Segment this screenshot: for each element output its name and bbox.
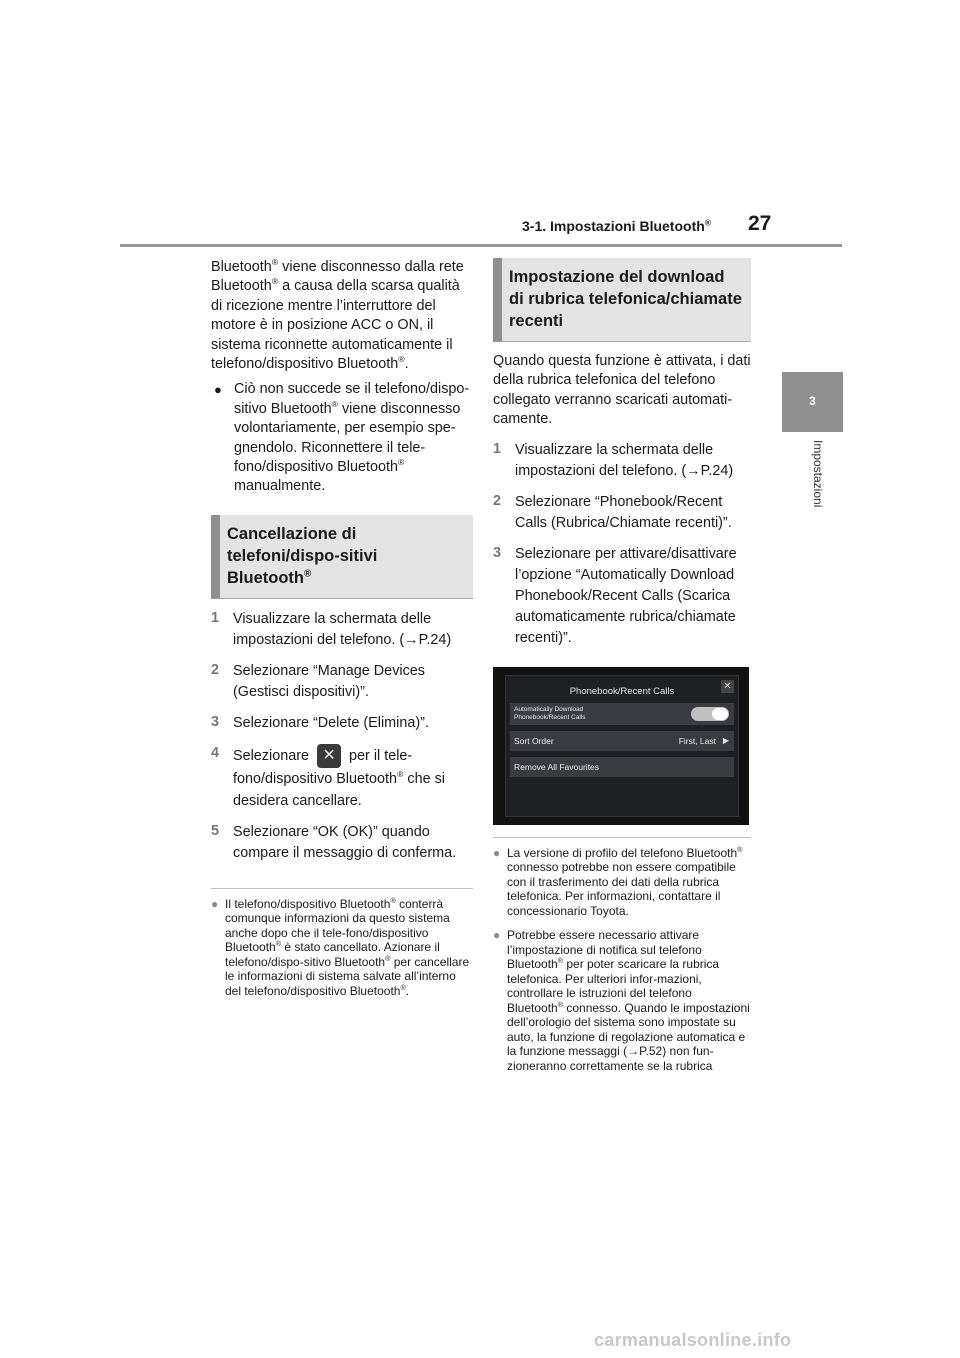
play-arrow-icon: ▶ xyxy=(722,735,729,745)
step-number: 1 xyxy=(211,609,220,626)
sort-order-row xyxy=(510,731,734,751)
step-number: 4 xyxy=(211,744,220,761)
step-text: Selezionare “Delete (Elimina)”. xyxy=(233,714,429,731)
note-text: La versione di profilo del telefono Bluetooth® connesso potrebbe non essere compatibile con il trasferimento dei dati della rubrica telefonica. Per informazioni, contattare il concessionario Toyota. xyxy=(507,844,743,918)
step-number: 3 xyxy=(493,544,502,561)
step-text: Visualizzare la schermata delle impostazioni del telefono. (→P.24) xyxy=(515,441,734,479)
note-text: Il telefono/dispositivo Bluetooth® conterrà comunque informazioni da questo sistema anche dopo che il tele-fono/dispositivo Bluetooth® è stato cancellato. Azionare il telefono/dispo-sitivo Bluetooth® per cancellare le informazioni di sistema salvate all’interno del telefono/dispositivo Bluetooth®. xyxy=(225,895,470,998)
note-divider xyxy=(493,837,751,838)
intro-paragraph: Bluetooth® viene disconnesso dalla rete Bluetooth® a causa della scarsa qualità di ricezione mentre l’interruttore del motore è in posizione ACC o ON, il sistema riconnette automaticamente il telefono/dispositivo Bluetooth®. xyxy=(211,257,464,373)
note-divider xyxy=(211,888,473,889)
bullet-item xyxy=(211,380,473,496)
note-dot-icon: ● xyxy=(493,845,501,860)
auto-download-toggle xyxy=(691,707,729,721)
header-divider xyxy=(120,244,842,247)
step-number: 2 xyxy=(211,661,220,678)
note-item xyxy=(211,897,473,999)
section-heading-download: Impostazione del download di rubrica telefonica/chiamate recenti xyxy=(493,258,751,342)
note-dot-icon: ● xyxy=(493,928,501,943)
phonebook-settings-screenshot xyxy=(493,667,749,825)
step-number: 1 xyxy=(493,440,502,457)
step-text: Visualizzare la schermata delle impostazioni del telefono. (→P.24) xyxy=(233,610,452,648)
settings-panel xyxy=(505,675,739,817)
remove-favourites-row xyxy=(510,757,734,777)
chapter-label: Impostazioni xyxy=(811,440,825,508)
chapter-tab: 3 xyxy=(782,372,843,432)
step-item xyxy=(211,822,473,864)
sort-order-value: First, Last xyxy=(678,735,716,746)
close-icon: ✕ xyxy=(721,680,734,693)
bullet-dot-icon: ● xyxy=(214,382,222,398)
delete-x-icon: ✕ xyxy=(317,744,341,768)
intro-paragraph: Quando questa funzione è attivata, i dati della rubrica telefonica del telefono collegato verranno scaricati automati-camente. xyxy=(493,353,751,428)
step-text: Selezionare “Manage Devices (Gestisci dispositivi)”. xyxy=(233,662,425,700)
right-column xyxy=(493,258,751,1083)
step-text: Selezionare “OK (OK)” quando compare il messaggio di conferma. xyxy=(233,823,457,861)
section-heading-delete: Cancellazione di telefoni/dispo-sitivi Bluetooth® xyxy=(211,515,473,599)
watermark-text: carmanualsonline.info xyxy=(594,1330,792,1350)
bullet-text: Ciò non succede se il telefono/dispo-sitivo Bluetooth® viene disconnesso volontariamente, per esempio spe-gnendolo. Riconnettere il tele-fono/dispositivo Bluetooth® manualmente. xyxy=(234,381,470,495)
panel-title: Phonebook/Recent Calls xyxy=(569,685,675,697)
left-column xyxy=(211,258,473,1008)
auto-download-row xyxy=(510,703,734,725)
step-text: Selezionare per attivare/disattivare l’opzione “Automatically Download Phonebook/Recent Calls (Scarica automaticamente rubrica/chiamate recenti)”. xyxy=(515,545,737,646)
remove-favourites-label: Remove All Favourites xyxy=(514,761,600,772)
step-item xyxy=(493,492,751,534)
step-item xyxy=(493,440,751,482)
toggle-knob xyxy=(712,708,728,720)
step-item xyxy=(211,744,473,812)
step-text: Selezionare ✕ per il tele-fono/dispositivo Bluetooth® che si desidera cancellare. xyxy=(233,744,473,812)
note-text: Potrebbe essere necessario attivare l’impostazione di notifica sul telefono Bluetooth® per poter scaricare la rubrica telefonica. Per ulteriori infor-mazioni, controllare le istruzioni del telefono Bluetooth® connesso. Quando le impostazioni dell’orologio del sistema sono impostate su auto, la funzione di regolazione automatica e la funzione messaggi (→P.52) non fun-zioneranno correttamente se la rubrica xyxy=(507,928,750,1073)
step-item xyxy=(211,713,473,734)
step-number: 2 xyxy=(493,492,502,509)
note-dot-icon: ● xyxy=(211,896,219,911)
step-number: 5 xyxy=(211,822,220,839)
note-item xyxy=(493,846,751,919)
step-text: Selezionare “Phonebook/Recent Calls (Rubrica/Chiamate recenti)”. xyxy=(515,493,732,531)
step-item xyxy=(211,609,473,651)
auto-download-label: Automatically Download Phonebook/Recent Calls xyxy=(514,705,586,721)
page-number: 27 xyxy=(748,212,772,235)
step-item xyxy=(493,544,751,649)
header-title: 3-1. Impostazioni Bluetooth® xyxy=(522,217,711,234)
step-item xyxy=(211,661,473,703)
sort-order-label: Sort Order xyxy=(514,735,554,746)
note-item xyxy=(493,928,751,1073)
step-number: 3 xyxy=(211,713,220,730)
